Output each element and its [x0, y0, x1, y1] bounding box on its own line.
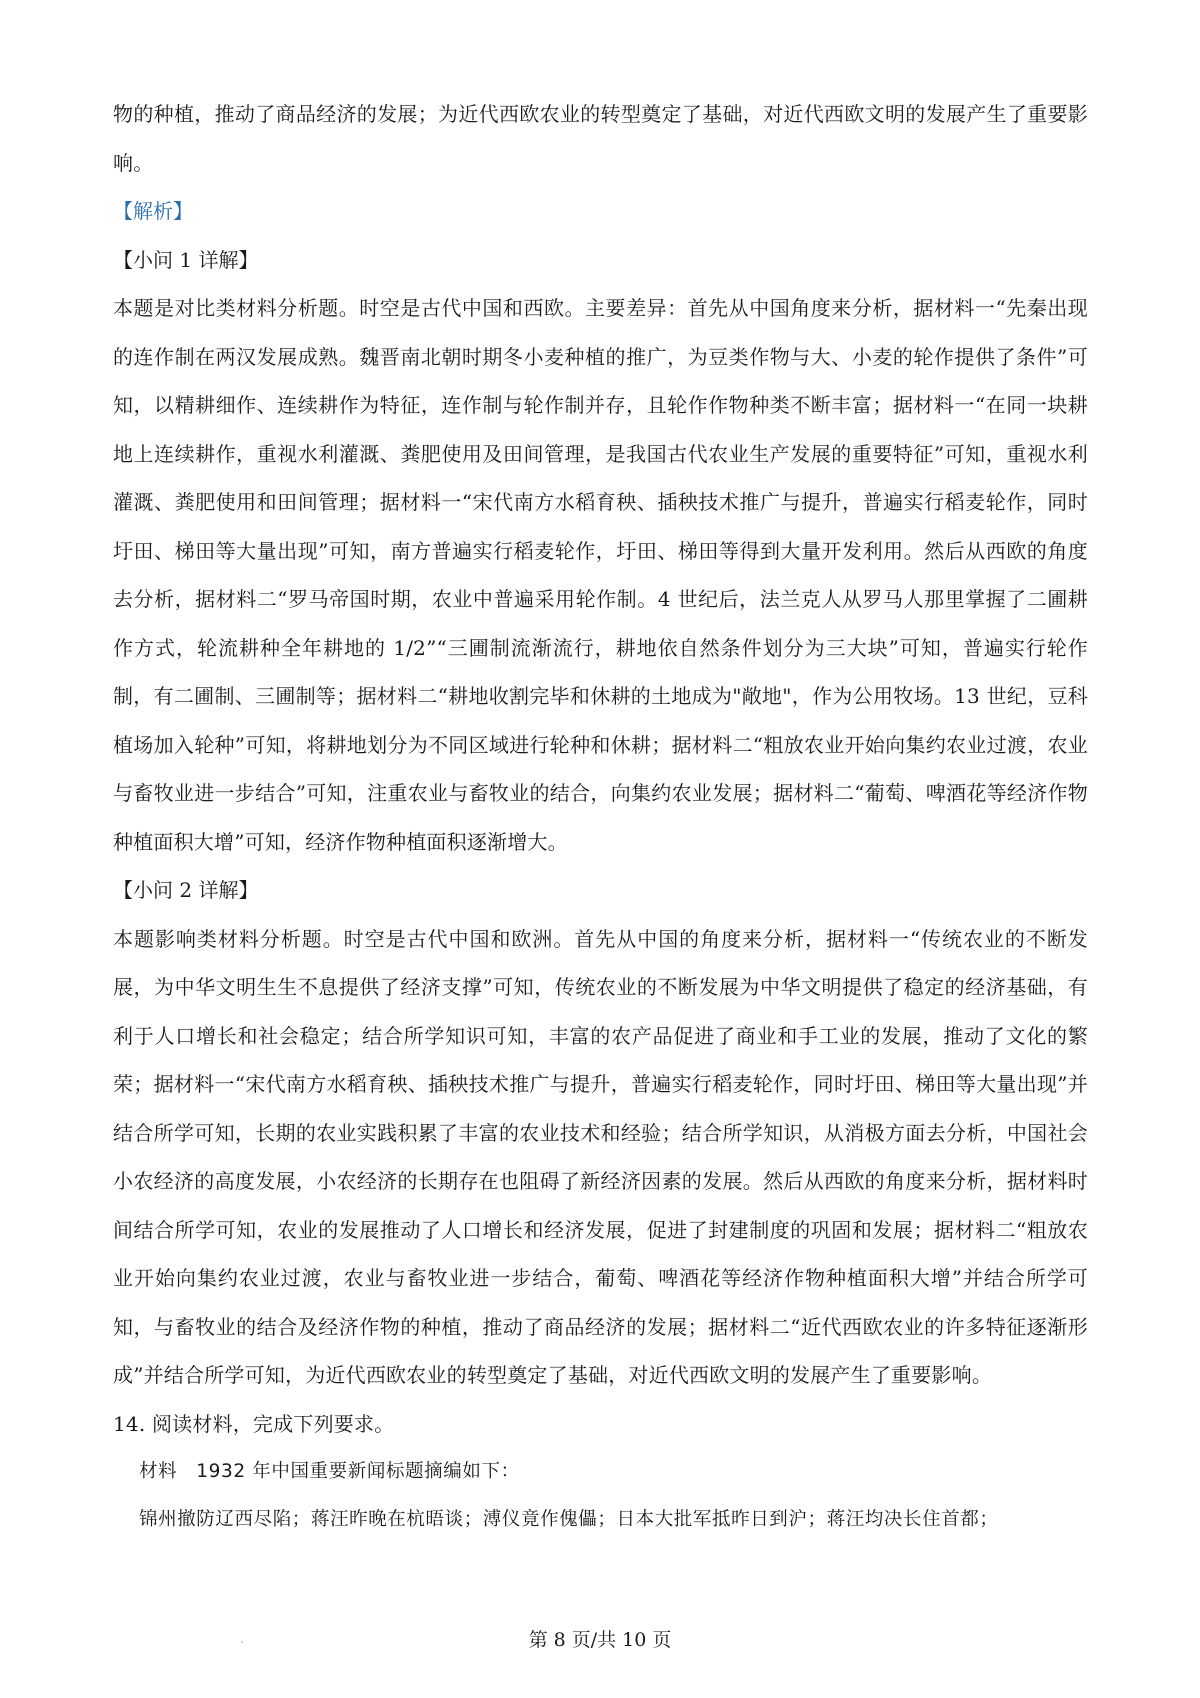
- document-body: [113, 90, 1088, 1544]
- q1-heading: 【小问 1 详解】: [113, 247, 259, 272]
- q2-paragraph: 本题影响类材料分析题。时空是古代中国和欧洲。首先从中国的角度来分析，据材料一“传统农业的不断发展，为中华文明生生不息提供了经济支撑”可知，传统农业的不断发展为中华文明提供了稳定的经济基础，有利于人口增长和社会稳定；结合所学知识可知，丰富的农产品促进了商业和手工业的发展，推动了文化的繁荣；据材料一“宋代南方水稻育秧、插秧技术推广与提升，普遍实行稻麦轮作，同时圩田、梯田等大量出现”并结合所学可知，长期的农业实践积累了丰富的农业技术和经验；结合所学知识，从消极方面去分析，中国社会小农经济的高度发展，小农经济的长期存在也阻碍了新经济因素的发展。然后从西欧的角度来分析，据材料时间结合所学可知，农业的发展推动了人口增长和经济发展，促进了封建制度的巩固和发展；据材料二“粗放农业开始向集约农业过渡，农业与畜牧业进一步结合，葡萄、啤酒花等经济作物种植面积大增”并结合所学可知，与畜牧业的结合及经济作物的种植，推动了商品经济的发展；据材料二“近代西欧农业的许多特征逐渐形成”并结合所学可知，为近代西欧农业的转型奠定了基础，对近代西欧文明的发展产生了重要影响。: [113, 926, 1088, 1387]
- page-footer: 第 8 页/共 10 页: [528, 1629, 672, 1651]
- q2-heading: 【小问 2 详解】: [113, 878, 259, 902]
- continuation-paragraph: 物的种植，推动了商品经济的发展；为近代西欧农业的转型奠定了基础，对近代西欧文明的发展产生了重要影响。: [113, 102, 1088, 175]
- material-intro: 材料 1932 年中国重要新闻标题摘编如下：: [139, 1461, 520, 1482]
- q1-paragraph: 本题是对比类材料分析题。时空是古代中国和西欧。主要差异：首先从中国角度来分析，据材料一“先秦出现的连作制在两汉发展成熟。魏晋南北朝时期冬小麦种植的推广，为豆类作物与大、小麦的轮作提供了条件”可知，以精耕细作、连续耕作为特征，连作制与轮作制并存，且轮作作物种类不断丰富；据材料一“在同一块耕地上连续耕作，重视水利灌溉、粪肥使用及田间管理，是我国古代农业生产发展的重要特征”可知，重视水利灌溉、粪肥使用和田间管理；据材料一“宋代南方水稻育秧、插秧技术推广与提升，普遍实行稻麦轮作，同时圩田、梯田等大量出现”可知，南方普遍实行稻麦轮作，圩田、梯田等得到大量开发利用。然后从西欧的角度去分析，据材料二“罗马帝国时期，农业中普遍采用轮作制。4 世纪后，法兰克人从罗马人那里掌握了二圃耕作方式，轮流耕种全年耕地的 1/2”“三圃制流渐流行，耕地依自然条件划分为三大块”可知，普遍实行轮作制，有二圃制、三圃制等；据材料二“耕地收割完毕和休耕的土地成为"敞地"，作为公用牧场。13 世纪，豆科植场加入轮种”可知，将耕地划分为不同区域进行轮种和休耕；据材料二“粗放农业开始向集约农业过渡，农业与畜牧业进一步结合”可知，注重农业与畜牧业的结合，向集约农业发展；据材料二“葡萄、啤酒花等经济作物种植面积大增”可知，经济作物种植面积逐渐增大。: [113, 296, 1088, 854]
- question-14: 14. 阅读材料，完成下列要求。: [113, 1411, 395, 1436]
- analysis-label: 【解析】: [113, 199, 193, 223]
- material-headlines: 锦州撤防辽西尽陷；蒋汪昨晚在杭晤谈；溥仪竟作傀儡；日本大批军抵昨日到沪；蒋汪均决长住首都；: [139, 1509, 999, 1530]
